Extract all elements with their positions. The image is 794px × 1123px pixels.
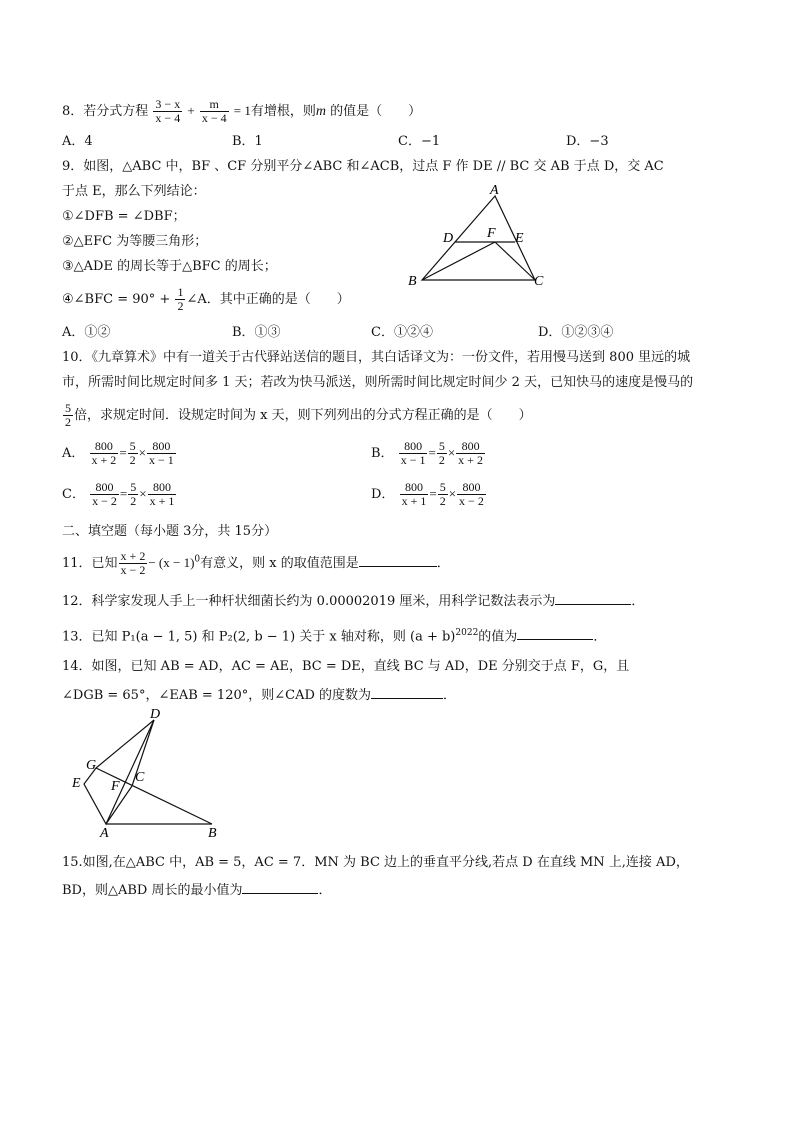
q10-ratio-den: 2: [65, 415, 71, 429]
q8-stem-text: 8．若分式方程: [62, 104, 149, 119]
q14-label-g: G: [86, 758, 97, 773]
q11-num: x + 2: [120, 549, 146, 563]
fraction: [90, 440, 119, 467]
q11-end: ．: [436, 556, 450, 571]
q8-frac1-num: 3 − x: [155, 97, 181, 111]
fraction: [457, 481, 486, 508]
num: 800: [400, 481, 429, 495]
num: 5: [130, 480, 137, 494]
den: 2: [129, 453, 136, 467]
q15-line2-text: BD，则△ABD 周长的最小值为: [62, 883, 243, 898]
den: x − 2: [459, 494, 484, 508]
q8-fraction-1: [153, 98, 182, 125]
q8-eq-rhs: = 1: [233, 103, 251, 118]
q13-post: 的值为: [478, 629, 518, 645]
q9-c4-den: 2: [177, 299, 184, 313]
q12: [62, 592, 644, 610]
q9-label-a: A: [490, 183, 499, 198]
q9-option-d[interactable]: D．①②③④: [538, 325, 614, 340]
q11: [62, 550, 450, 577]
den: x + 1: [401, 494, 427, 508]
fraction: [438, 481, 448, 508]
q13-answer-blank[interactable]: [517, 627, 593, 640]
fraction: [437, 440, 447, 467]
q14-label-b: B: [208, 826, 217, 840]
q8-frac1-den: x − 4: [155, 111, 181, 125]
section-title-fill-blank: 二、填空题（每小题 3分，共 15分）: [62, 524, 278, 539]
q10-line1: 10．《九章算术》中有一道关于古代驿站送信的题目，其白话译文为：一份文件，若用慢马送到 800 里远的城: [62, 350, 691, 365]
q8-option-b[interactable]: B．1: [232, 134, 263, 149]
fraction: [147, 440, 176, 467]
q8-stem-after: 有增根，则: [250, 104, 316, 119]
q14-line2: [62, 686, 456, 704]
q10-option-a-label: A．: [62, 446, 85, 461]
q9-option-c[interactable]: C．①②④: [371, 325, 433, 340]
q9-conclusion-1: ①∠DFB = ∠DBF；: [62, 209, 186, 224]
fraction: [456, 440, 485, 467]
q9-label-c: C: [534, 274, 544, 289]
q14-segment-gb: [96, 768, 212, 824]
q14-label-c: C: [135, 770, 145, 785]
num: 800: [90, 440, 119, 454]
q8-frac2-den: x − 4: [201, 111, 227, 125]
q14-segment-gd: [96, 720, 154, 768]
fraction: [148, 481, 177, 508]
num: 5: [438, 439, 445, 453]
fraction: [90, 481, 119, 508]
q10-option-a[interactable]: A． $\frac{800}{x + 2}$ = $\frac{5}{2}$ × $\frac{800}{x - 1}$: [62, 439, 174, 467]
num: 800: [456, 440, 485, 454]
q9-c4-pre: ④∠BFC = 90° +: [62, 292, 171, 307]
num: 5: [439, 480, 446, 494]
q11-den: x − 2: [120, 563, 146, 577]
q9-conclusion-4: [62, 286, 350, 313]
num: 800: [457, 481, 486, 495]
fraction: [400, 481, 429, 508]
fraction: [399, 440, 428, 467]
q14-answer-blank[interactable]: [371, 686, 443, 699]
q14-figure: [62, 706, 232, 840]
q9-triangle-figure: [400, 182, 560, 290]
q8-stem: 8．若分式方程 $\frac{3 - x}{x - 4}$ + $\frac{m}{x - 4}$ = 1有增根，则m 的值是（ ）: [62, 97, 422, 125]
q12-end: ．: [631, 594, 645, 609]
q8-stem-end: 的值是（ ）: [325, 104, 422, 119]
q13-end: ．: [593, 629, 607, 645]
q10-option-d[interactable]: D． $\frac{800}{x + 1}$ = $\frac{5}{2}$ × $\frac{800}{x - 2}$: [371, 480, 484, 508]
q9-conclusion-2: ②△EFC 为等腰三角形；: [62, 234, 208, 249]
q9-line2: 于点 E，那么下列结论：: [62, 184, 206, 199]
q14-label-d: D: [150, 707, 161, 722]
q8-fraction-2: [200, 98, 229, 125]
q13-pre: 13．已知 P₁(a − 1, 5) 和 P₂(2, b − 1) 关于 x 轴对称，则 (a + b): [62, 629, 456, 645]
q10-option-b-label: B．: [371, 446, 394, 461]
den: x + 2: [91, 453, 117, 467]
q9-label-d: D: [443, 231, 454, 246]
q10-ratio-num: 5: [65, 401, 71, 415]
q10-option-b[interactable]: B． $\frac{800}{x - 1}$ = $\frac{5}{2}$ × $\frac{800}{x + 2}$: [371, 439, 483, 467]
q9-label-f: F: [487, 226, 496, 241]
q15-line2: [62, 881, 332, 899]
q9-c4-post: ∠A．其中正确的是（ ）: [186, 292, 350, 307]
num: 800: [90, 481, 119, 495]
q15-end: ．: [318, 883, 332, 898]
den: x − 1: [149, 453, 174, 467]
q15-line1: 15.如图,在△ABC 中，AB = 5，AC = 7．MN 为 BC 边上的垂直平分线,若点 D 在直线 MN 上,连接 AD，: [62, 855, 689, 870]
den: x + 1: [149, 494, 175, 508]
q8-frac2-num: m: [200, 98, 229, 112]
q11-fraction: [119, 550, 148, 577]
q11-answer-blank[interactable]: [359, 554, 437, 567]
num: 5: [129, 439, 136, 453]
q9-c4-num: 1: [177, 285, 184, 299]
num: 800: [399, 440, 428, 454]
q8-option-c[interactable]: C．−1: [398, 134, 441, 149]
q14-label-f: F: [111, 779, 120, 794]
q15-answer-blank[interactable]: [242, 881, 318, 894]
q11-post: 有意义，则 x 的取值范围是: [200, 556, 359, 571]
q9-label-b: B: [408, 274, 417, 289]
den: x − 2: [92, 494, 117, 508]
q12-answer-blank[interactable]: [555, 592, 631, 605]
q10-line2: 市，所需时间比规定时间多 1 天；若改为快马派送，则所需时间比规定时间少 2 天，已知快马的速度是慢马的: [62, 375, 694, 390]
den: 2: [439, 494, 446, 508]
q9-conclusion-3: ③△ADE 的周长等于△BFC 的周长；: [62, 259, 277, 274]
num: 800: [148, 481, 177, 495]
q9-segment-cf: [495, 242, 535, 280]
den: x + 2: [458, 453, 483, 467]
q8-option-d[interactable]: D．−3: [566, 134, 609, 149]
q9-c4-fraction: [175, 286, 185, 313]
q14-end: ．: [443, 688, 457, 703]
q11-exponent: 0: [194, 554, 201, 565]
q10-option-c[interactable]: C． $\frac{800}{x - 2}$ = $\frac{5}{2}$ × $\frac{800}{x + 1}$: [62, 480, 175, 508]
q10-line3-text: 倍，求规定时间．设规定时间为 x 天，则下列列出的分式方程正确的是（ ）: [74, 408, 532, 423]
q10-ratio-fraction: [63, 402, 73, 429]
q10-option-c-label: C．: [62, 487, 85, 502]
q13-exponent: 2022: [455, 628, 479, 638]
q9-option-b[interactable]: B．①③: [232, 325, 281, 340]
den: 2: [438, 453, 445, 467]
q10-option-d-label: D．: [371, 487, 395, 502]
q14-label-a: A: [100, 826, 109, 840]
q10-line3: [62, 402, 532, 429]
fraction: [128, 481, 138, 508]
q8-var: m: [315, 104, 326, 119]
q11-pre: 11．已知: [62, 556, 118, 571]
num: 800: [147, 440, 176, 454]
q13: [62, 625, 606, 645]
q14-line1: 14．如图，已知 AB = AD，AC = AE，BC = DE，直线 BC 与 AD，DE 分别交于点 F，G，且: [62, 659, 630, 674]
den: 2: [130, 494, 137, 508]
q14-line2-text: ∠DGB = 65°，∠EAB = 120°，则∠CAD 的度数为: [62, 688, 372, 703]
q11-mid: − (x − 1): [148, 555, 195, 570]
q9-segment-bf: [422, 242, 495, 280]
q9-label-e: E: [515, 231, 524, 246]
den: x − 1: [400, 453, 426, 467]
q9-option-a[interactable]: A．①②: [62, 325, 111, 340]
q8-option-a[interactable]: A．4: [62, 134, 93, 149]
q14-label-e: E: [72, 776, 81, 791]
q9-line1: 9．如图，△ABC 中，BF 、CF 分别平分∠ABC 和∠ACB，过点 F 作 DE // BC 交 AB 于点 D，交 AC: [62, 159, 664, 174]
q12-text: 12．科学家发现人手上一种杆状细菌长约为 0.00002019 厘米，用科学记数法表示为: [62, 594, 556, 609]
fraction: [128, 440, 138, 467]
